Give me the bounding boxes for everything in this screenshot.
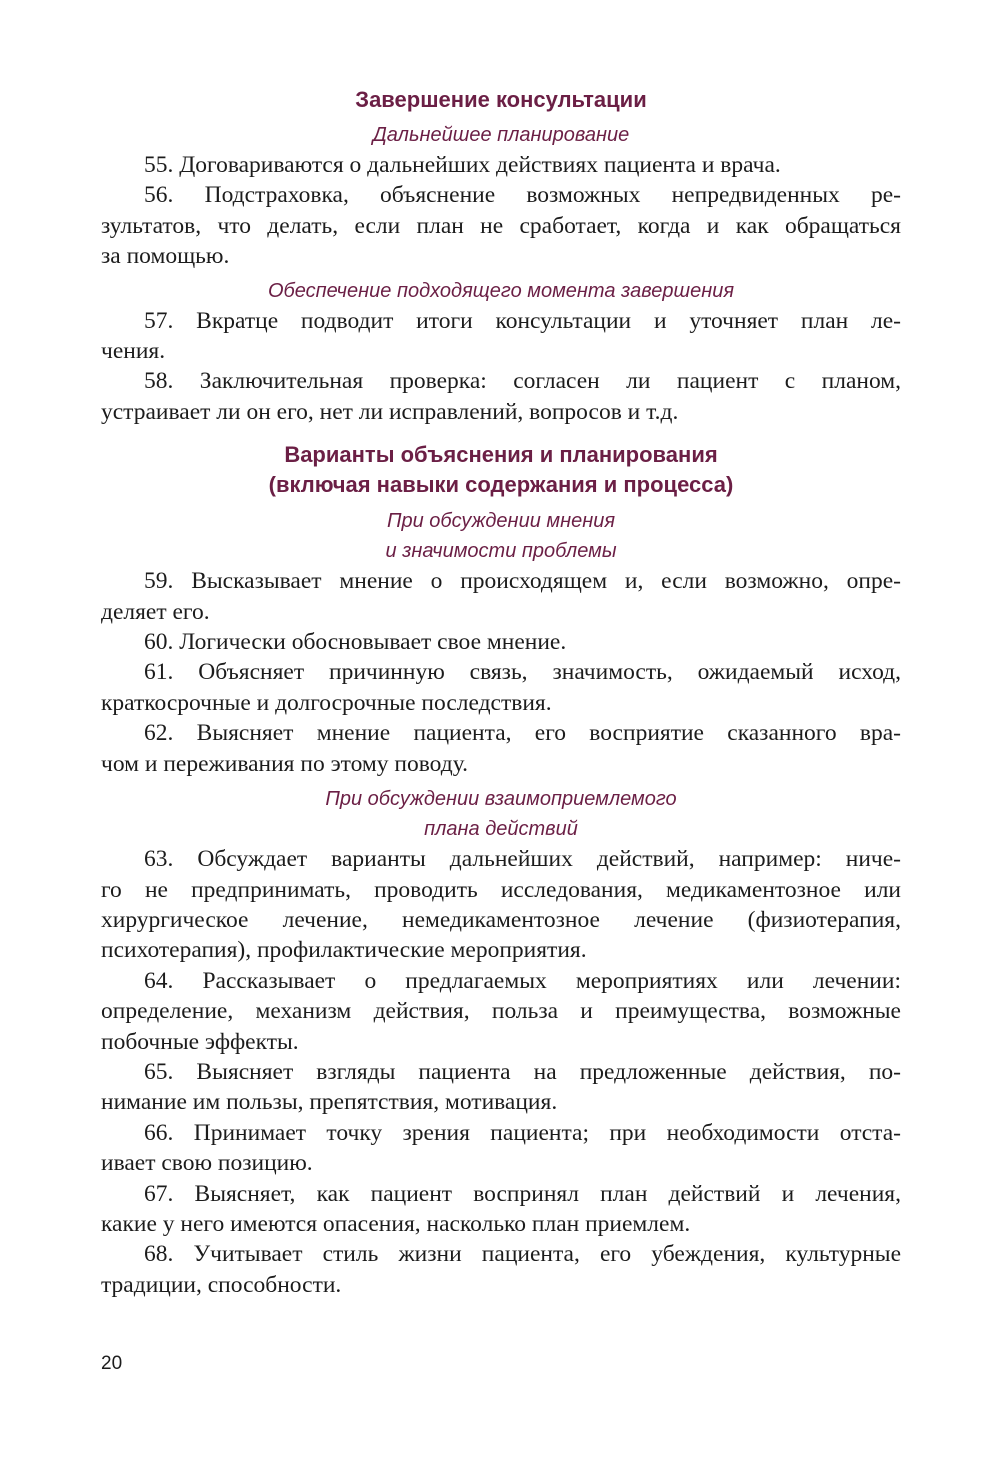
- item-56: [101, 180, 901, 271]
- subheading-opinion-1: При обсуждении мнения: [386, 510, 616, 533]
- item-56-line-2: зультатов, что делать, если план не сработает, когда и как обращаться: [101, 212, 901, 239]
- item-59: [101, 566, 901, 627]
- item-58: [101, 366, 901, 427]
- section-title-explanation-2: (включая навыки содержания и процесса): [268, 472, 734, 498]
- item-61-line-1: 61. Объясняет причинную связь, значимость, ожидаемый исход,: [144, 659, 901, 686]
- subheading-opinion-2: и значимости проблемы: [385, 540, 617, 563]
- item-60: [101, 627, 901, 657]
- item-59-line-2: деляет его.: [101, 598, 210, 625]
- item-61: [101, 657, 901, 718]
- item-56-line-1: 56. Подстраховка, объяснение возможных непредвиденных ре-: [144, 182, 901, 209]
- item-58-line-2: устраивает ли он его, нет ли исправлений, вопросов и т.д.: [101, 398, 679, 425]
- subheading-mutual-plan-1: При обсуждении взаимоприемлемого: [325, 788, 677, 811]
- item-67: [101, 1179, 901, 1240]
- item-68-line-1: 68. Учитывает стиль жизни пациента, его убеждения, культурные: [144, 1241, 901, 1268]
- item-63-line-1: 63. Обсуждает варианты дальнейших действий, например: ниче-: [144, 846, 901, 873]
- subheading-mutual-plan-2: плана действий: [424, 818, 578, 841]
- item-68: [101, 1239, 901, 1300]
- page-content: [101, 85, 901, 1300]
- item-66-line-1: 66. Принимает точку зрения пациента; при необходимости отста-: [144, 1119, 901, 1146]
- item-63: [101, 844, 901, 966]
- item-63-line-2: го не предпринимать, проводить исследования, медикаментозное или: [101, 876, 901, 903]
- item-67-line-1: 67. Выясняет, как пациент воспринял план действий и лечения,: [144, 1180, 901, 1207]
- item-67-line-2: какие у него имеются опасения, насколько план приемлем.: [101, 1210, 691, 1237]
- item-58-line-1: 58. Заключительная проверка: согласен ли пациент с планом,: [144, 368, 901, 395]
- item-63-line-4: психотерапия), профилактические мероприятия.: [101, 937, 587, 964]
- item-57: [101, 306, 901, 367]
- item-55: [101, 150, 901, 180]
- item-65: [101, 1057, 901, 1118]
- item-61-line-2: краткосрочные и долгосрочные последствия.: [101, 689, 552, 716]
- item-64-line-2: определение, механизм действия, польза и преимущества, возможные: [101, 998, 901, 1025]
- item-56-line-3: за помощью.: [101, 243, 230, 270]
- item-62-line-1: 62. Выясняет мнение пациента, его восприятие сказанного вра-: [144, 720, 901, 747]
- item-64-line-3: побочные эффекты.: [101, 1028, 299, 1055]
- item-57-line-1: 57. Вкратце подводит итоги консультации и уточняет план ле-: [144, 307, 901, 334]
- item-66-line-2: ивает свою позицию.: [101, 1150, 313, 1177]
- item-55-line-1: 55. Договариваются о дальнейших действиях пациента и врача.: [144, 152, 781, 178]
- item-63-line-3: хирургическое лечение, немедикаментозное лечение (физиотерапия,: [101, 906, 901, 933]
- item-68-line-2: традиции, способности.: [101, 1271, 342, 1298]
- subheading-closure-timing: Обеспечение подходящего момента завершения: [267, 279, 735, 302]
- item-62-line-2: чом и переживания по этому поводу.: [101, 750, 468, 777]
- section-title-completion: Завершение консультации: [355, 87, 647, 112]
- item-65-line-2: нимание им пользы, препятствия, мотивация.: [101, 1089, 558, 1116]
- item-57-line-2: чения.: [101, 338, 166, 365]
- item-62: [101, 718, 901, 779]
- item-64-line-1: 64. Рассказывает о предлагаемых мероприятиях или лечении:: [144, 967, 901, 994]
- subheading-further-planning: Дальнейшее планирование: [372, 124, 630, 146]
- item-59-line-1: 59. Высказывает мнение о происходящем и, если возможно, опре-: [144, 568, 901, 595]
- item-65-line-1: 65. Выясняет взгляды пациента на предложенные действия, по-: [144, 1058, 901, 1085]
- page-number: 20: [101, 1353, 123, 1374]
- item-64: [101, 966, 901, 1057]
- item-66: [101, 1118, 901, 1179]
- section-title-explanation-1: Варианты объяснения и планирования: [284, 442, 718, 468]
- item-60-line-1: 60. Логически обосновывает свое мнение.: [144, 629, 567, 656]
